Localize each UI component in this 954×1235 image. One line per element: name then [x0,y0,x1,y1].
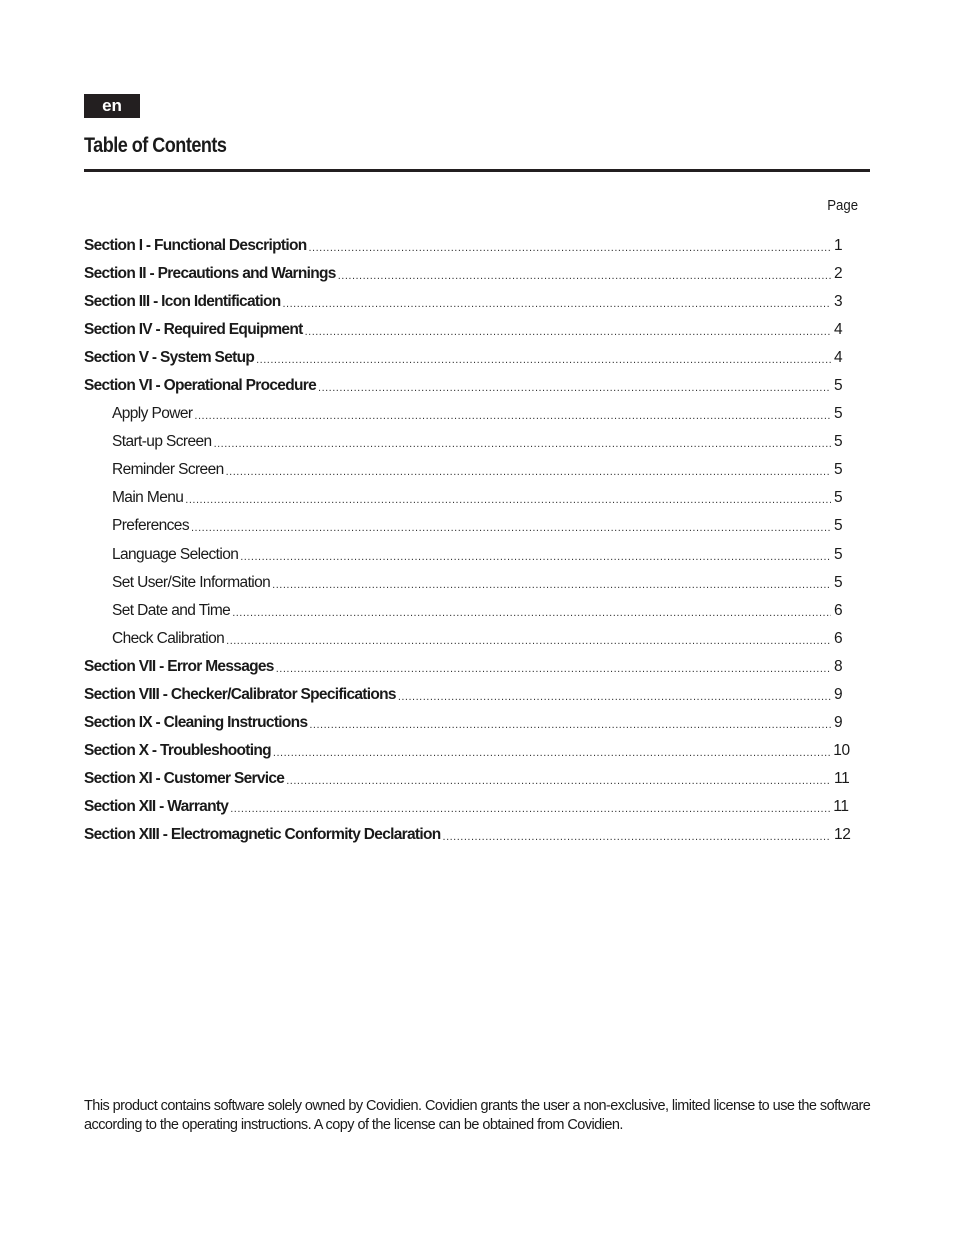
toc-entry-page-number: 3 [834,293,843,311]
dot-leader [286,767,831,795]
dot-leader [273,739,830,767]
toc-entry-page-number: 5 [834,545,843,563]
toc-entry-page-number: 5 [834,573,843,591]
toc-entry-label: Set Date and Time [112,601,231,619]
language-badge: en [84,94,140,118]
toc-entry[interactable] [84,484,842,512]
toc-entry-label: Section IV - Required Equipment [84,321,303,339]
toc-entry-page-number: 6 [834,629,843,647]
toc-entry[interactable] [84,344,842,372]
toc-entry-page-number: 2 [834,265,843,283]
toc-entry-label: Language Selection [112,545,239,563]
toc-entry[interactable] [84,541,842,569]
dot-leader [318,374,831,402]
toc-entry-label: Section III - Icon Identification [84,293,281,311]
dot-leader [240,543,831,571]
toc-entry[interactable] [84,512,842,540]
toc-entry-page-number: 5 [834,489,843,507]
dot-leader [338,262,831,290]
toc-entry-page-number: 6 [834,601,843,619]
toc-entry[interactable] [84,709,842,737]
dot-leader [230,795,830,823]
toc-entry-page-number: 1 [834,237,843,255]
toc-entry[interactable] [84,288,842,316]
dot-leader [226,627,831,655]
dot-leader [185,486,831,514]
toc-entry-page-number: 5 [834,377,843,395]
toc-entry-page-number: 5 [834,461,843,479]
toc-entry-label: Check Calibration [112,629,225,647]
toc-entry[interactable] [84,428,842,456]
toc-entry[interactable] [84,316,842,344]
toc-entry-page-number: 10 [833,741,850,759]
toc-entry-page-number: 8 [834,657,843,675]
toc-entry-page-number: 9 [834,685,843,703]
toc-entry-page-number: 11 [833,797,849,815]
toc-entry[interactable] [84,456,842,484]
toc-entry-page-number: 5 [834,433,843,451]
toc-entry-label: Apply Power [112,405,193,423]
toc-entry-page-number: 5 [834,517,843,535]
dot-leader [305,318,831,346]
toc-entry[interactable] [84,821,851,849]
toc-entry-label: Preferences [112,517,189,535]
toc-entry-label: Start-up Screen [112,433,212,451]
license-note: This product contains software solely owned by Covidien. Covidien grants the user a non-exclusive, limited license to use the software according to the operating instructions. A copy of the license can be obtained from Covidien. [84,1098,871,1133]
dot-leader [194,402,831,430]
dot-leader [276,655,831,683]
dot-leader [191,514,831,542]
toc-entry-label: Section X - Troubleshooting [84,741,271,759]
dot-leader [398,683,831,711]
toc-entry[interactable] [84,260,842,288]
table-of-contents-list [84,232,851,849]
toc-entry[interactable] [84,793,849,821]
toc-entry-label: Section VI - Operational Procedure [84,377,317,395]
page-title: Table of Contents [84,134,227,157]
toc-entry[interactable] [84,569,842,597]
toc-entry-page-number: 4 [834,321,843,339]
toc-entry-page-number: 11 [834,769,850,787]
toc-entry-label: Section XI - Customer Service [84,769,285,787]
dot-leader [232,599,831,627]
toc-entry-label: Section VII - Error Messages [84,657,274,675]
page-column-label: Page [827,197,858,214]
dot-leader [226,458,831,486]
toc-entry-label: Main Menu [112,489,184,507]
toc-entry[interactable] [84,625,842,653]
dot-leader [309,711,831,739]
toc-entry-label: Reminder Screen [112,461,224,479]
dot-leader [214,430,831,458]
toc-entry-page-number: 5 [834,405,843,423]
toc-entry-label: Section I - Functional Description [84,237,307,255]
toc-entry-label: Section XIII - Electromagnetic Conformity Declaration [84,826,441,843]
toc-entry[interactable] [84,765,850,793]
dot-leader [283,290,832,318]
dot-leader [443,823,831,851]
toc-entry-page-number: 9 [834,713,843,731]
toc-entry-label: Section V - System Setup [84,349,255,367]
toc-entry-label: Section IX - Cleaning Instructions [84,713,308,731]
toc-entry[interactable] [84,737,850,765]
toc-entry-label: Section XII - Warranty [84,797,229,815]
toc-entry-page-number: 12 [834,826,851,843]
toc-entry-page-number: 4 [834,349,843,367]
toc-entry-label: Set User/Site Information [112,573,271,591]
toc-entry-label: Section VIII - Checker/Calibrator Specifications [84,685,396,703]
toc-entry[interactable] [84,400,842,428]
toc-entry[interactable] [84,372,842,400]
toc-entry[interactable] [84,653,842,681]
toc-entry[interactable] [84,232,842,260]
dot-leader [272,571,831,599]
dot-leader [256,346,831,374]
toc-entry[interactable] [84,597,842,625]
toc-entry-label: Section II - Precautions and Warnings [84,265,336,283]
title-divider [84,169,870,172]
dot-leader [309,234,832,262]
toc-entry[interactable] [84,681,842,709]
